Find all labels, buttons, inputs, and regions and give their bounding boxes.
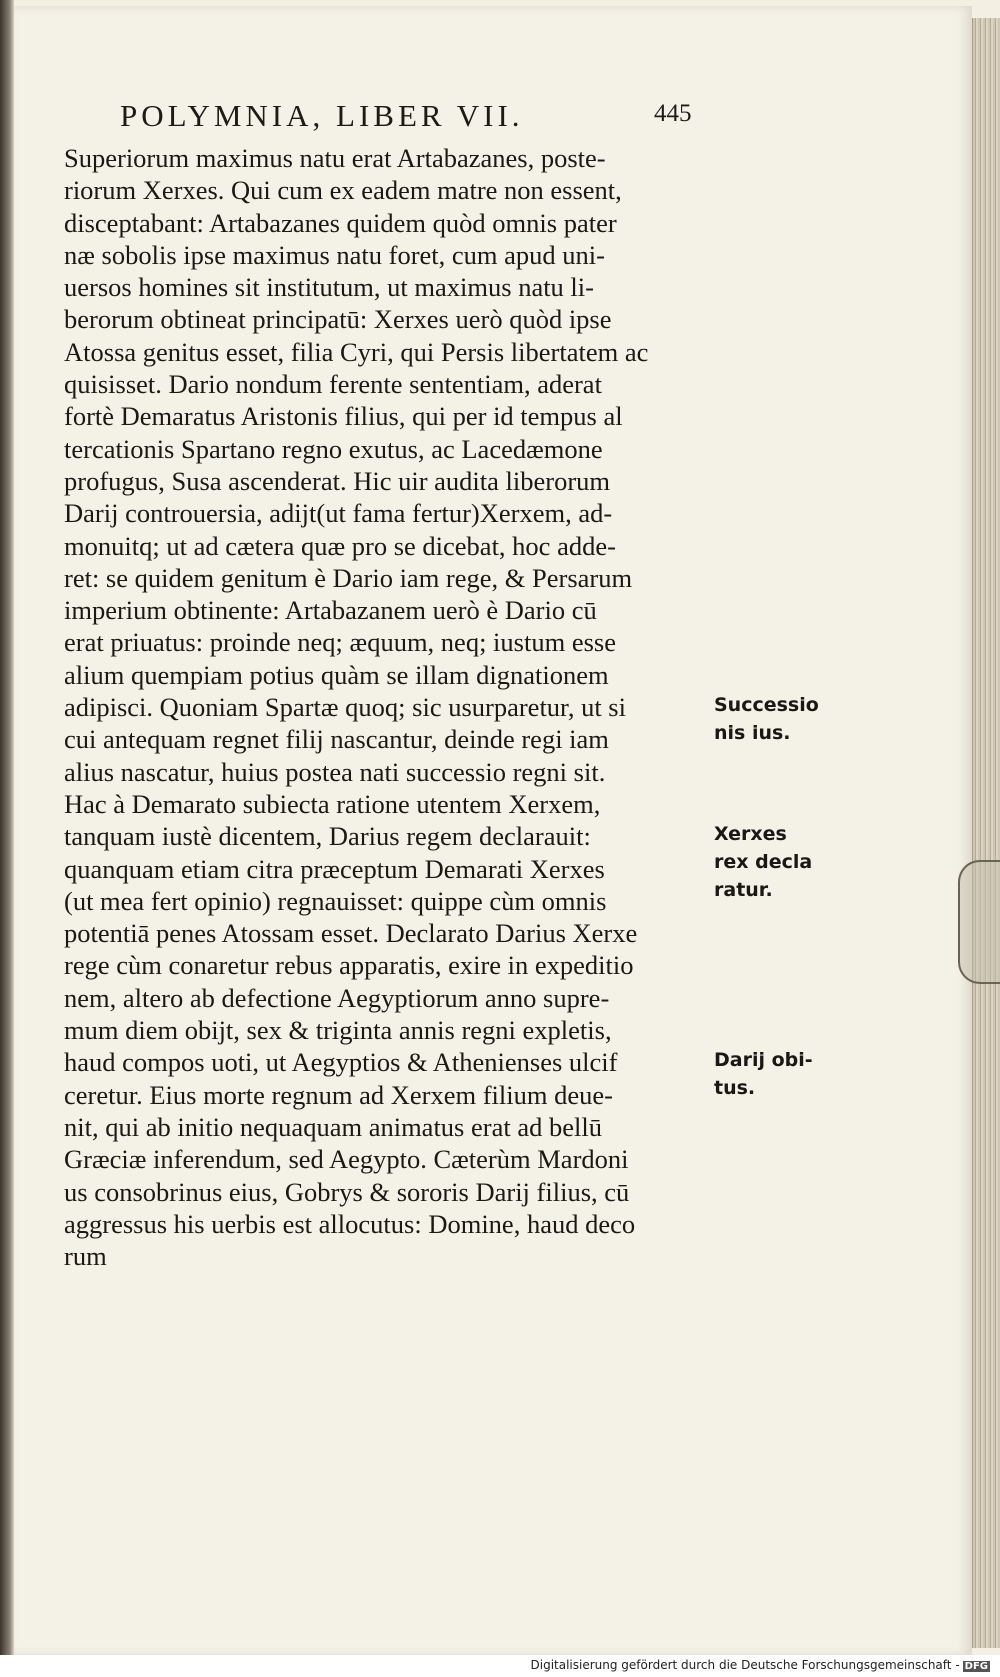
text-line: (ut mea fert opinio) regnauisset: quippe cùm omnis xyxy=(64,885,607,916)
book-page xyxy=(14,6,972,1656)
text-line: uersos homines sit institutum, ut maximus natu li- xyxy=(64,272,594,303)
text-line: quisisset. Dario nondum ferente sententiam, aderat xyxy=(64,369,602,400)
text-line: alium quempiam potius quàm se illam dignationem xyxy=(64,659,609,690)
text-line: Superiorum maximus natu erat Artabazanes, poste- xyxy=(64,143,606,173)
text-line: Græciæ inferendum, sed Aegypto. Cæterùm Mardoni xyxy=(64,1144,629,1175)
footer xyxy=(0,1655,1000,1677)
text-line: nit, qui ab initio nequaquam animatus erat ad bellū xyxy=(64,1111,602,1142)
text-line: fortè Demaratus Aristonis filius, qui per id tempus al xyxy=(64,401,623,432)
text-line: riorum Xerxes. Qui cum ex eadem matre non essent, xyxy=(64,175,622,206)
text-line: cui antequam regnet filij nascantur, deinde regi iam xyxy=(64,724,609,755)
text-line: Atossa genitus esset, filia Cyri, qui Persis libertatem ac xyxy=(64,336,649,367)
marginal-note: Successio nis ius. xyxy=(714,694,819,745)
dfg-logo: DFG xyxy=(964,1661,988,1672)
page-header xyxy=(14,98,972,138)
text-line: næ sobolis ipse maximus natu foret, cum apud uni- xyxy=(64,239,605,270)
text-line: monuitq; ut ad cætera quæ pro se dicebat, hoc adde- xyxy=(64,530,616,561)
text-line: haud compos uoti, ut Aegyptios & Athenienses ulcif xyxy=(64,1047,618,1078)
text-line: berorum obtineat principatū: Xerxes uerò quòd ipse xyxy=(64,304,612,335)
text-line: tanquam iustè dicentem, Darius regem declarauit: xyxy=(64,821,591,852)
text-line: profugus, Susa ascenderat. Hic uir audita liberorum xyxy=(64,465,611,496)
page-number: 445 xyxy=(654,100,692,127)
body-text xyxy=(64,142,714,1272)
text-line: ceretur. Eius morte regnum ad Xerxem filium deue- xyxy=(64,1079,613,1110)
text-line: potentiā penes Atossam esset. Declarato Darius Xerxe xyxy=(64,918,638,949)
text-line: us consobrinus eius, Gobrys & sororis Darij filius, cū xyxy=(64,1176,630,1207)
text-line: quanquam etiam citra præceptum Demarati Xerxes xyxy=(64,853,605,884)
text-line: mum diem obijt, sex & triginta annis regni expletis, xyxy=(64,1015,612,1046)
text-line: tercationis Spartano regno exutus, ac Lacedæmone xyxy=(64,433,603,464)
text-line: rege cùm conaretur rebus apparatis, exire in expeditio xyxy=(64,950,634,981)
text-line: alius nascatur, huius postea nati successio regni sit. xyxy=(64,756,606,787)
footer-credit-text: Digitalisierung gefördert durch die Deutsche Forschungsgemeinschaft - xyxy=(530,1658,960,1672)
marginal-note: Xerxes rex decla ratur. xyxy=(714,823,813,902)
text-line: Darij controuersia, adijt(ut fama fertur)Xerxem, ad- xyxy=(64,498,613,529)
text-line: aggressus his uerbis est allocutus: Domine, haud deco xyxy=(64,1208,636,1239)
text-line: rum xyxy=(64,1241,107,1272)
footer-credit xyxy=(531,1658,991,1672)
text-line: erat priuatus: proinde neq; æquum, neq; iustum esse xyxy=(64,627,616,658)
text-line: Hac à Demarato subiecta ratione utentem Xerxem, xyxy=(64,788,601,819)
marginal-note: Darij obi- tus. xyxy=(714,1049,813,1100)
book-spine-edge xyxy=(0,0,14,1655)
bookmark-tab xyxy=(958,860,1000,984)
text-line: nem, altero ab defectione Aegyptiorum anno supre- xyxy=(64,982,610,1013)
running-title: POLYMNIA, LIBER VII. xyxy=(120,98,524,133)
page-block-edge xyxy=(972,18,1000,1648)
text-line: disceptabant: Artabazanes quidem quòd omnis pater xyxy=(64,207,617,238)
text-line: adipisci. Quoniam Spartæ quoq; sic usurparetur, ut si xyxy=(64,692,626,723)
text-line: imperium obtinente: Artabazanem uerò è Dario cū xyxy=(64,595,597,626)
text-line: ret: se quidem genitum è Dario iam rege, & Persarum xyxy=(64,562,633,593)
